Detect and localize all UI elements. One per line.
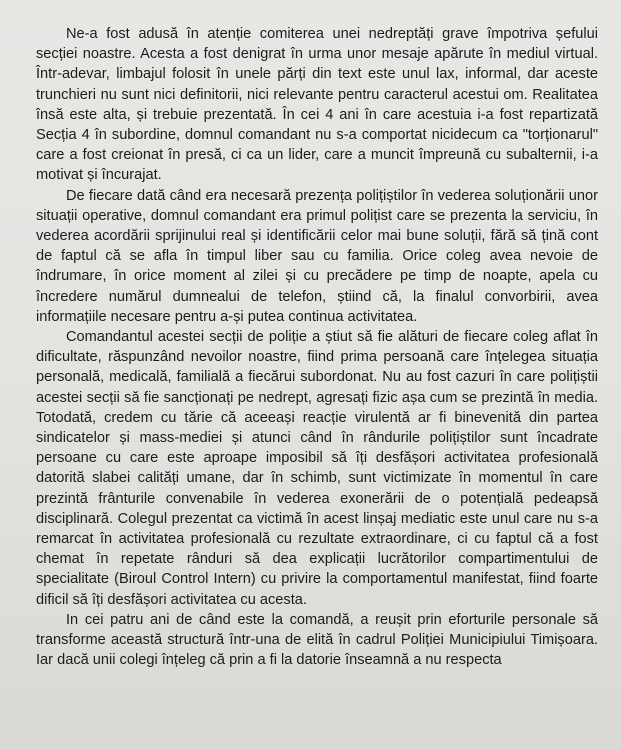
document-body bbox=[36, 24, 598, 671]
paragraph-1: Ne-a fost adusă în atenție comiterea unei nedreptăți grave împotriva șefului secției noastre. Acesta a fost denigrat în urma unor mesaje apărute în mediul virtual. Într-adevar, limbajul folosit în unele părți din text este unul lax, informal, dar aceste trunchieri nu sunt nici definitorii, nici relevante pentru caracterul acestui om. Realitatea însă este alta, și trebuie prezentată. În cei 4 ani în care acestuia i-a fost repartizată Secția 4 în subordine, domnul comandant nu s-a comportat nicidecum ca "torționarul" care a fost creionat în presă, ci ca un lider, care a muncit împreună cu subalternii, i-a motivat și încurajat. bbox=[36, 26, 598, 184]
paragraph-2: De fiecare dată când era necesară prezența polițiștilor în vederea soluționării unor situații operative, domnul comandant era primul polițist care se prezenta la serviciu, în vederea acordării sprijinului real și identificării celor mai bune soluții, fără să țină cont de faptul că se afla în timpul liber sau cu familia. Orice coleg avea nevoie de îndrumare, în orice moment al zilei și cu precădere pe timp de noapte, apela cu încredere numărul dumnealui de telefon, știind că, la finalul convorbirii, avea informațiile necesare pentru a-și putea continua activitatea. bbox=[36, 187, 598, 325]
paragraph-4: In cei patru ani de când este la comandă, a reușit prin eforturile personale să transforme această structură într-una de elită în cadrul Poliției Municipiului Timișoara. Iar dacă unii colegi înțeleg că prin a fi la datorie înseamnă a nu respecta bbox=[36, 611, 598, 669]
paragraph-3: Comandantul acestei secții de poliție a știut să fie alături de fiecare coleg aflat în dificultate, răspunzând nevoilor noastre, fiind prima persoană care înțelegea situația personală, medicală, familială a fiecărui subordonat. Nu au fost cazuri în care polițiștii acestei secții să fie sancționați pe nedrept, agresați fizic așa cum se prezintă în media. Totodată, credem cu tărie că aceeași reacție virulentă ar fi binevenită din partea sindicatelor și mass-mediei și atunci când în rândurile polițiștilor sunt încadrate persoane cu care este aproape imposibil să îți desfășori activitatea profesională datorită slabei calități umane, dar în schimb, sunt victimizate în momentul în care prezintă frânturile convenabile în vederea exonerării de o potențială pedeapsă disciplinară. Colegul prezentat ca victimă în acest linșaj mediatic este unul care nu s-a remarcat în activitatea profesională cu rezultate extraordinare, ci cu faptul că a fost chemat în repetate rânduri să dea explicații lucrătorilor compartimentului de specialitate (Biroul Control Intern) cu privire la comportamentul manifestat, fiind foarte dificil să îți desfășori activitatea cu acesta. bbox=[36, 329, 598, 608]
